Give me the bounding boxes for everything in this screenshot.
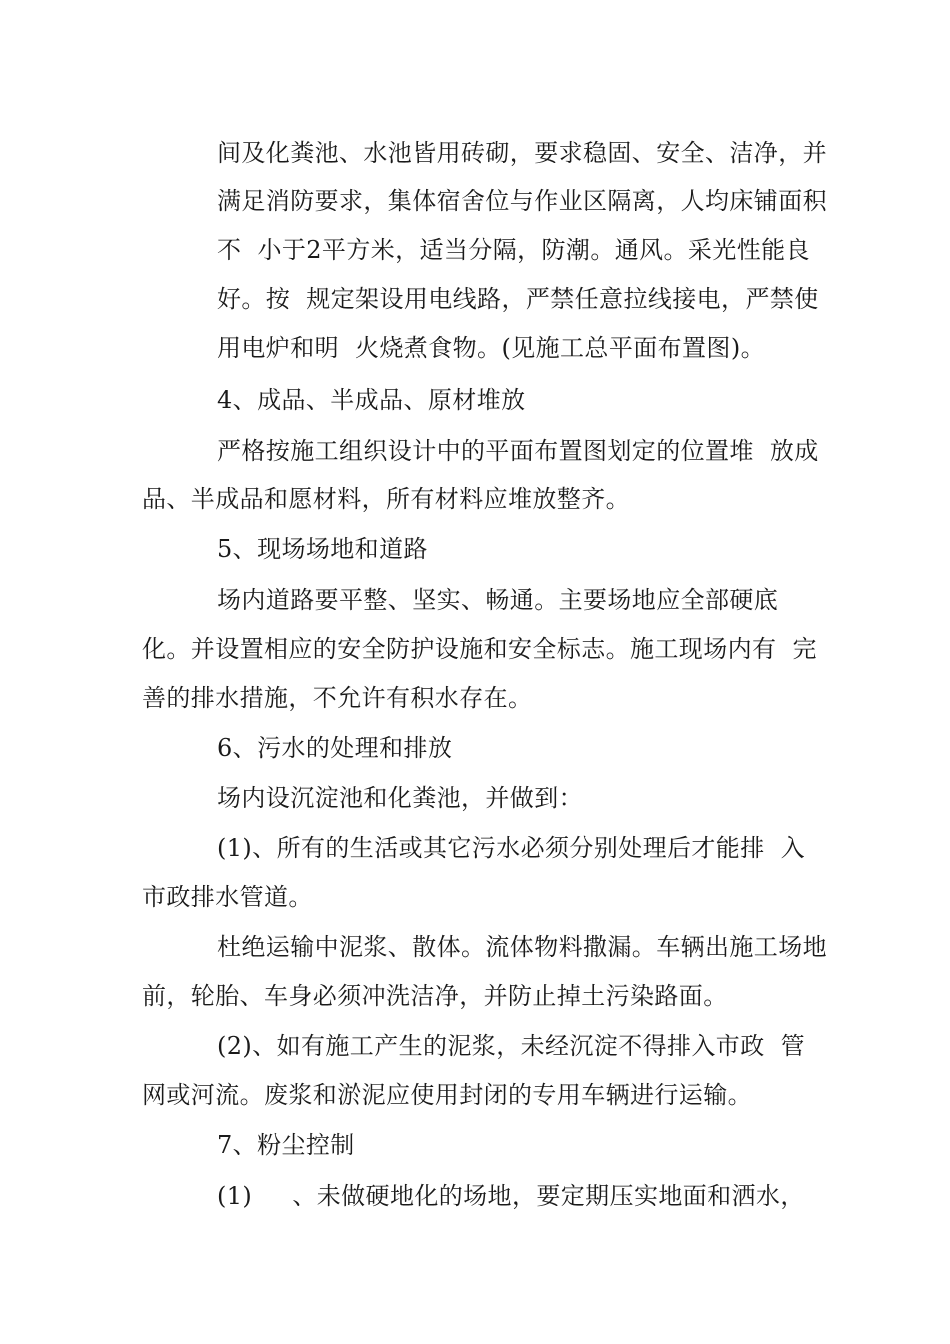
text-line: 善的排水措施，不允许有积水存在。 (142, 684, 533, 712)
text-line: 品、半成品和愿材料，所有材料应堆放整齐。 (142, 485, 630, 513)
text-line: 场内设沉淀池和化粪池，并做到： (217, 784, 583, 812)
text-line: 用电炉和明 火烧煮食物。(见施工总平面布置图)。 (217, 334, 765, 362)
text-line: 间及化粪池、水池皆用砖砌，要求稳固、安全、洁净，并 (217, 139, 827, 167)
section-heading: 4、成品、半成品、原材堆放 (217, 386, 526, 414)
list-item: (2)、如有施工产生的泥浆，未经沉淀不得排入市政 管 (217, 1032, 806, 1060)
text-line: 满足消防要求，集体宿舍位与作业区隔离，人均床铺面积 (217, 187, 827, 215)
text-line: 前，轮胎、车身必须冲洗洁净，并防止掉土污染路面。 (142, 982, 728, 1010)
text-line: 好。按 规定架设用电线路，严禁任意拉线接电，严禁使 (217, 285, 819, 313)
list-item: (1)、所有的生活或其它污水必须分别处理后才能排 入 (217, 834, 806, 862)
section-heading: 5、现场场地和道路 (217, 535, 428, 563)
text-line: 严格按施工组织设计中的平面布置图划定的位置堆 放成 (217, 437, 819, 465)
section-heading: 7、粉尘控制 (217, 1131, 355, 1159)
list-item: (1) 、未做硬地化的场地，要定期压实地面和洒水， (217, 1182, 805, 1210)
section-heading: 6、污水的处理和排放 (217, 734, 453, 762)
text-line: 网或河流。废浆和淤泥应使用封闭的专用车辆进行运输。 (142, 1081, 752, 1109)
text-line: 场内道路要平整、坚实、畅通。主要场地应全部硬底 (217, 586, 779, 614)
text-line: 化。并设置相应的安全防护设施和安全标志。施工现场内有 完 (142, 635, 817, 663)
text-line: 不 小于2平方米，适当分隔，防潮。通风。采光性能良 (217, 236, 810, 264)
text-line: 杜绝运输中泥浆、散体。流体物料撒漏。车辆出施工场地 (217, 933, 827, 961)
text-line: 市政排水管道。 (142, 883, 313, 911)
